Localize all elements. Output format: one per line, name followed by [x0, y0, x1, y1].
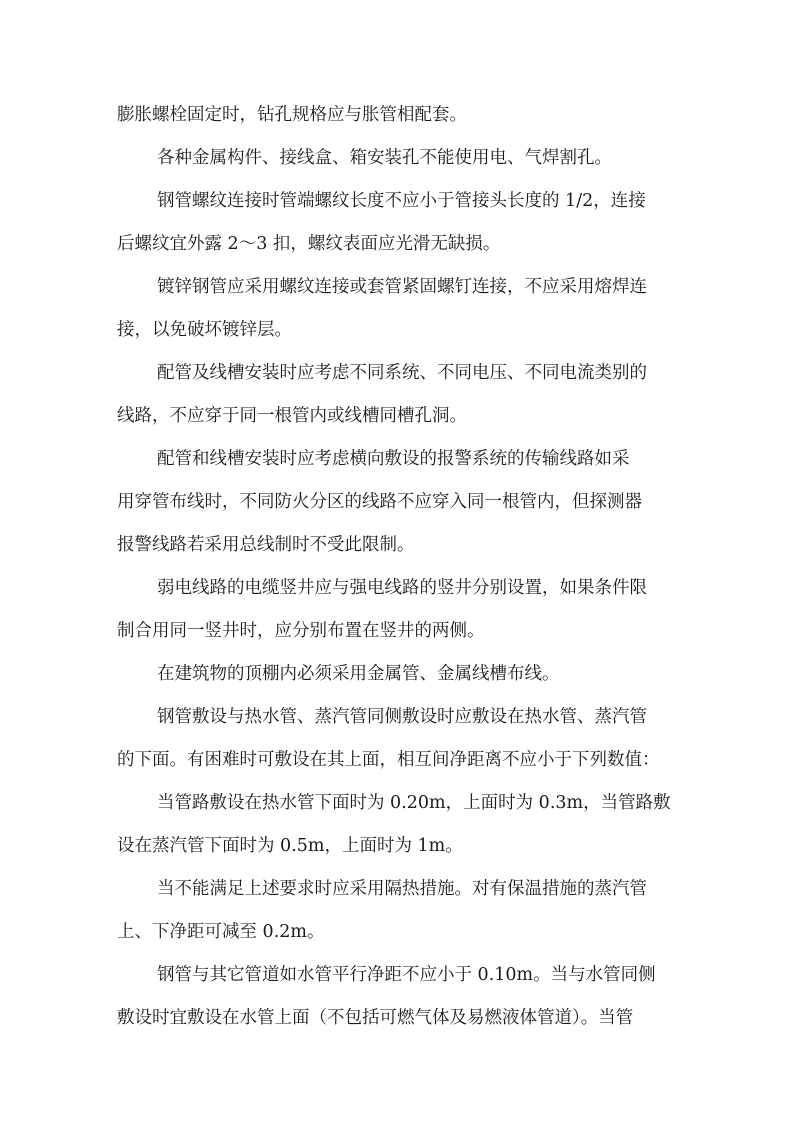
text-line [0, 186, 793, 216]
text-line [0, 788, 793, 818]
text-line-content: 接，以免破坏镀锌层。 [117, 320, 292, 340]
text-line-content: 制合用同一竖井时，应分别布置在竖井的两侧。 [117, 621, 485, 641]
text-line-content: 当管路敷设在热水管下面时为 0.20m，上面时为 0.3m，当管路敷 [157, 793, 671, 813]
text-line [0, 831, 793, 861]
text-line-content: 钢管螺纹连接时管端螺纹长度不应小于管接头长度的 1/2，连接 [157, 191, 646, 211]
text-line [0, 100, 793, 130]
text-line [0, 530, 793, 560]
text-line-content: 配管和线槽安装时应考虑横向敷设的报警系统的传输线路如采 [157, 449, 630, 469]
text-line-content: 上、下净距可减至 0.2m。 [117, 922, 325, 942]
text-line-content: 敷设时宜敷设在水管上面（不包括可燃气体及易燃液体管道）。当管 [117, 1008, 634, 1028]
text-line [0, 702, 793, 732]
text-line-content: 钢管与其它管道如水管平行净距不应小于 0.10m。当与水管同侧 [157, 965, 656, 985]
text-line [0, 401, 793, 431]
text-line [0, 272, 793, 302]
text-line [0, 659, 793, 689]
text-line [0, 358, 793, 388]
text-line [0, 573, 793, 603]
text-line [0, 444, 793, 474]
text-line-content: 后螺纹宜外露 2～3 扣，螺纹表面应光滑无缺损。 [117, 234, 501, 254]
text-line-content: 配管及线槽安装时应考虑不同系统、不同电压、不同电流类别的 [157, 363, 647, 383]
text-line-content: 镀锌钢管应采用螺纹连接或套管紧固螺钉连接，不应采用熔焊连 [157, 277, 647, 297]
text-line-content: 的下面。有困难时可敷设在其上面，相互间净距离不应小于下列数值： [117, 750, 660, 770]
text-line [0, 143, 793, 173]
text-line [0, 229, 793, 259]
text-line [0, 874, 793, 904]
text-line-content: 线路，不应穿于同一根管内或线槽同槽孔洞。 [117, 406, 467, 426]
text-line [0, 1003, 793, 1033]
text-line [0, 315, 793, 345]
text-line-content: 钢管敷设与热水管、蒸汽管同侧敷设时应敷设在热水管、蒸汽管 [157, 707, 647, 727]
text-line-content: 弱电线路的电缆竖井应与强电线路的竖井分别设置，如果条件限 [157, 578, 647, 598]
text-line [0, 960, 793, 990]
text-line-content: 膨胀螺栓固定时，钻孔规格应与胀管相配套。 [117, 105, 467, 125]
text-line-content: 在建筑物的顶棚内必须采用金属管、金属线槽布线。 [157, 664, 560, 684]
text-line-content: 各种金属构件、接线盒、箱安装孔不能使用电、气焊割孔。 [157, 148, 612, 168]
text-line-content: 当不能满足上述要求时应采用隔热措施。对有保温措施的蒸汽管 [157, 879, 647, 899]
text-line [0, 745, 793, 775]
text-line [0, 487, 793, 517]
text-line [0, 616, 793, 646]
text-line-content: 设在蒸汽管下面时为 0.5m，上面时为 1m。 [117, 836, 463, 856]
text-line-content: 报警线路若采用总线制时不受此限制。 [117, 535, 415, 555]
text-line-content: 用穿管布线时，不同防火分区的线路不应穿入同一根管内，但探测器 [117, 492, 642, 512]
text-line [0, 917, 793, 947]
